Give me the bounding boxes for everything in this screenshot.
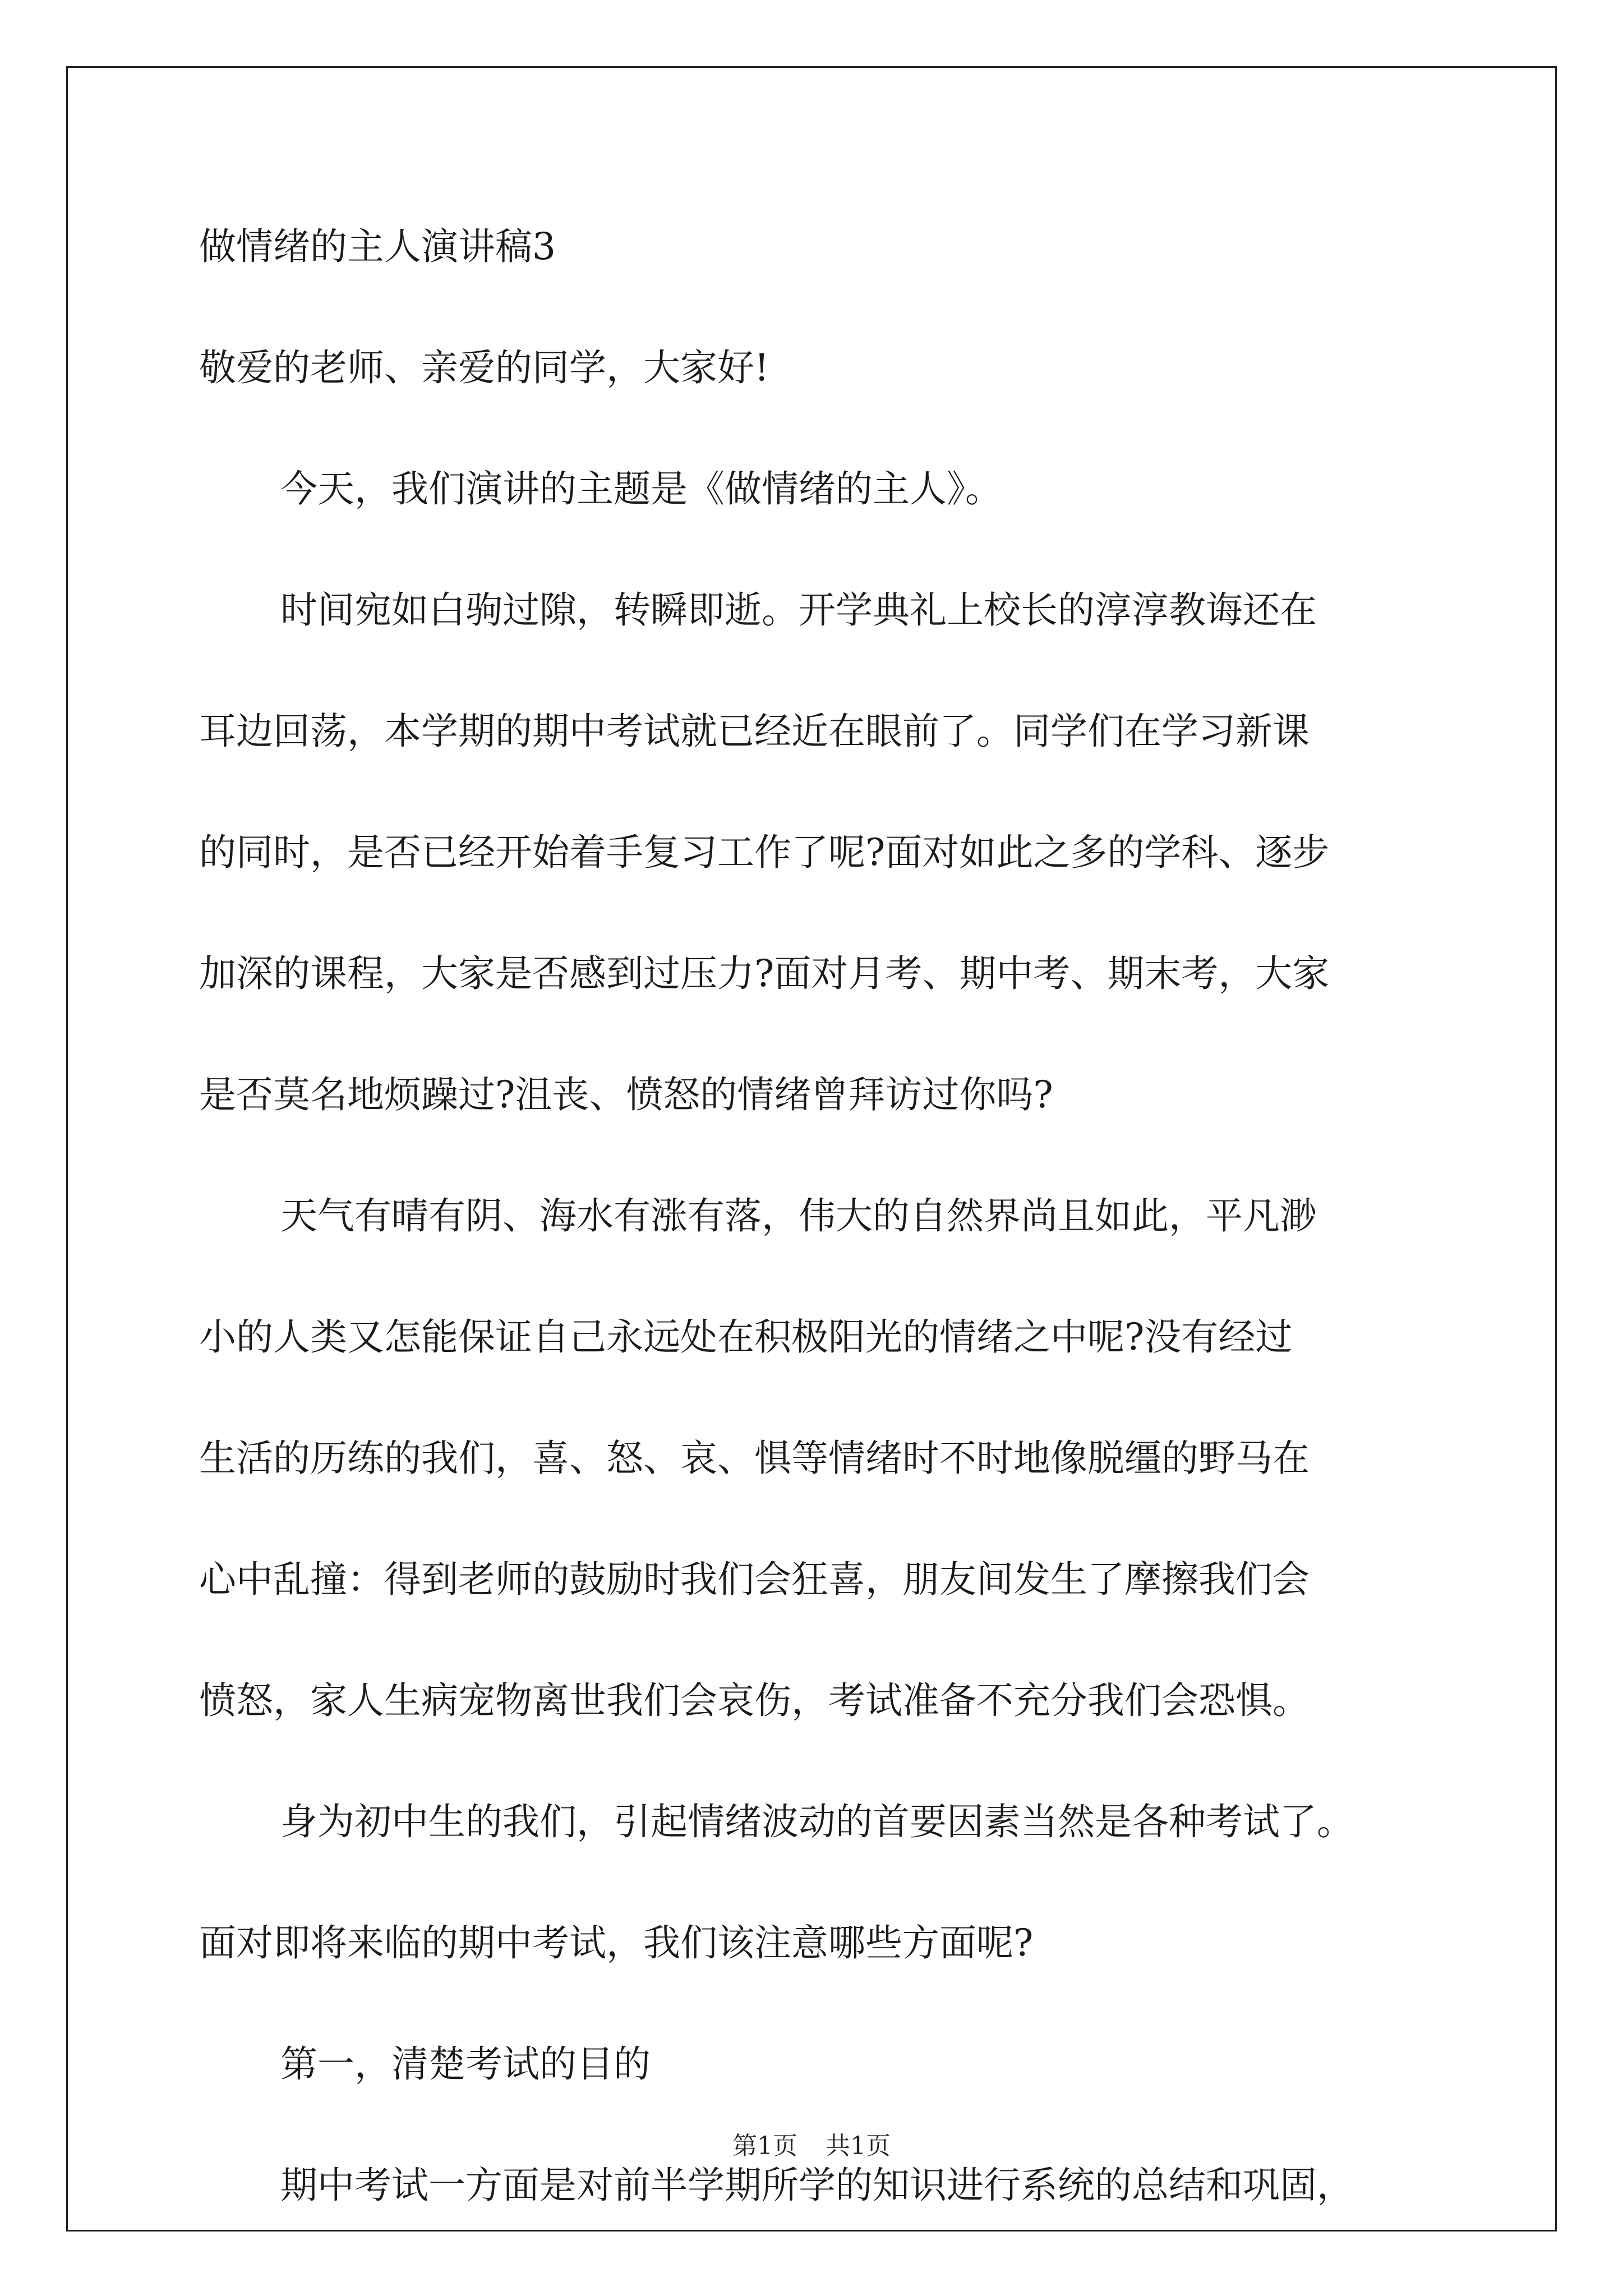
paragraph-line: 第一，清楚考试的目的 [280, 2042, 651, 2086]
paragraph [199, 1794, 1450, 1971]
paragraph-line: 面对即将来临的期中考试，我们该注意哪些方面呢? [199, 1921, 1034, 1964]
paragraph-line: 时间宛如白驹过隙，转瞬即逝。开学典礼上校长的淳淳教诲还在 [280, 588, 1317, 632]
paragraph [199, 582, 1450, 1123]
paragraph-line: 小的人类又怎能保证自己永远处在积极阳光的情绪之中呢?没有经过 [199, 1315, 1293, 1359]
paragraph-line: 的同时，是否已经开始着手复习工作了呢?面对如此之多的学科、逐步 [199, 831, 1330, 874]
paragraph-line: 期中考试一方面是对前半学期所学的知识进行系统的总结和巩固， [280, 2164, 1354, 2207]
page-number: 第1页 [732, 2132, 797, 2160]
paragraph [199, 461, 1450, 517]
paragraph-line: 愤怒，家人生病宠物离世我们会哀伤，考试准备不充分我们会恐惧。 [199, 1679, 1310, 1722]
paragraph-line: 加深的课程，大家是否感到过压力?面对月考、期中考、期末考，大家 [199, 952, 1330, 995]
document-body [199, 219, 1450, 2279]
page-total: 共1页 [826, 2132, 891, 2160]
section-heading [199, 2036, 1450, 2092]
paragraph-line: 身为初中生的我们，引起情绪波动的首要因素当然是各种考试了。 [280, 1800, 1354, 1843]
greeting: 敬爱的老师、亲爱的同学，大家好! [199, 346, 769, 389]
paragraph-line: 耳边回荡，本学期的期中考试就已经近在眼前了。同学们在学习新课 [199, 710, 1310, 753]
paragraph-line: 今天，我们演讲的主题是《做情绪的主人》。 [280, 467, 1002, 510]
paragraph-line: 生活的历练的我们，喜、怒、哀、惧等情绪时不时地像脱缰的野马在 [199, 1437, 1310, 1480]
paragraph [199, 1188, 1450, 1729]
document-title: 做情绪的主人演讲稿3 [199, 225, 556, 268]
paragraph [199, 2157, 1450, 2214]
paragraph-line: 天气有晴有阴、海水有涨有落，伟大的自然界尚且如此，平凡渺 [280, 1194, 1317, 1237]
paragraph-line: 是否莫名地烦躁过?沮丧、愤怒的情绪曾拜访过你吗? [199, 1073, 1053, 1116]
page-footer [0, 2129, 1623, 2163]
paragraph-line: 心中乱撞：得到老师的鼓励时我们会狂喜，朋友间发生了摩擦我们会 [199, 1558, 1310, 1601]
